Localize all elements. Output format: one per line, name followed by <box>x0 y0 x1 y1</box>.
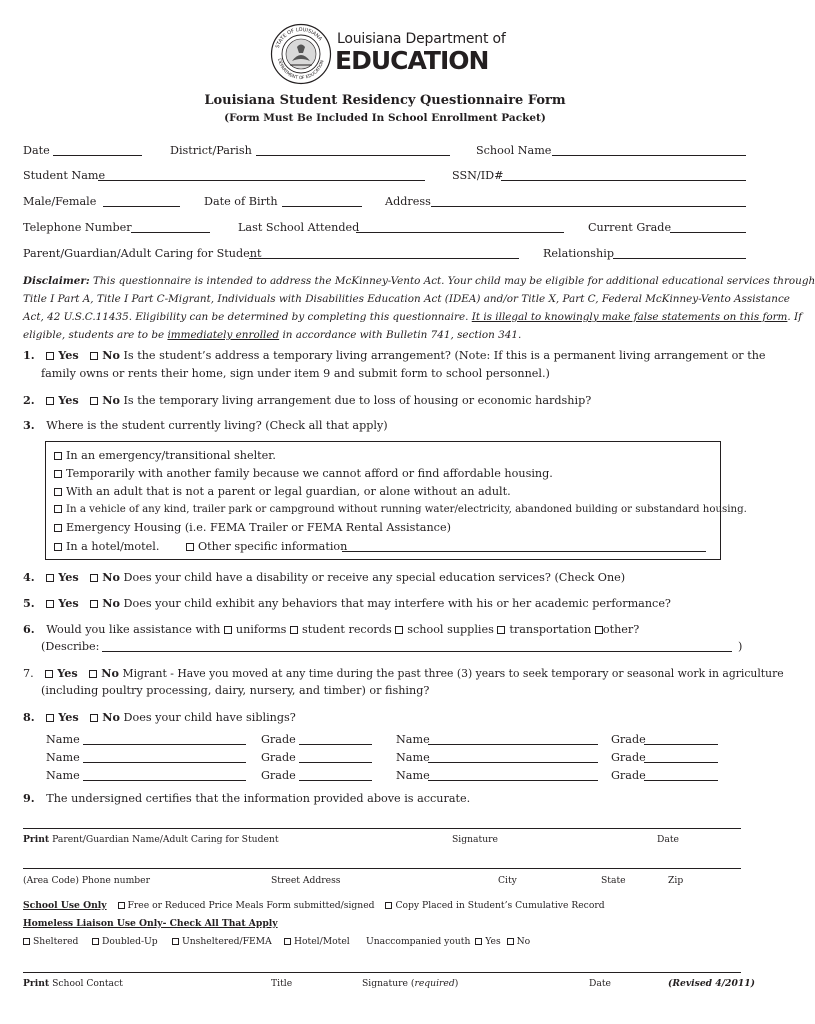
q7-number: 7. <box>23 667 34 680</box>
guardian-print-caption <box>23 834 279 846</box>
liaison-hotel[interactable] <box>284 936 350 948</box>
sibling-grade-label: Grade <box>261 733 296 746</box>
question-4 <box>23 570 625 585</box>
q3-adult-checkbox[interactable] <box>54 488 62 496</box>
q7-yes-label: Yes <box>57 666 78 680</box>
footer-required-text: required <box>414 978 455 989</box>
liaison-doubled-up[interactable] <box>92 936 158 948</box>
q3-vehicle-label: In a vehicle of any kind, trailer park or campground without running water/electricity, abandoned building or substandard housing. <box>66 504 747 515</box>
q3-hotel-label: In a hotel/motel. <box>66 540 160 553</box>
relationship-label: Relationship <box>543 247 614 260</box>
last-school-field[interactable] <box>356 232 564 233</box>
question-2 <box>23 393 591 408</box>
q3-shelter-checkbox[interactable] <box>54 452 62 460</box>
q3-hotel-checkbox[interactable] <box>54 543 62 551</box>
question-3 <box>23 418 388 433</box>
footer-signature-caption: Signature (required) <box>362 978 459 989</box>
zip-caption: Zip <box>668 875 684 886</box>
state-seal <box>270 23 332 85</box>
q3-option-hotel[interactable] <box>54 540 159 554</box>
q6-describe-close: ) <box>738 640 743 653</box>
unaccompanied-yes-label: Yes <box>485 936 501 947</box>
unsheltered-checkbox[interactable] <box>172 938 179 945</box>
disclaimer <box>23 272 815 344</box>
q3-family-label: Temporarily with another family because we cannot afford or find affordable housing. <box>66 467 553 480</box>
sibling-name-field[interactable] <box>83 744 246 745</box>
school-use-label: School Use Only <box>23 900 107 911</box>
relationship-field[interactable] <box>613 258 746 259</box>
school-contact-caption <box>23 978 123 990</box>
school-name-label: School Name <box>476 144 552 157</box>
meals-label: Free or Reduced Price Meals Form submitted/signed <box>127 900 375 911</box>
q7-no-label: No <box>101 666 119 680</box>
q3-vehicle-checkbox[interactable] <box>54 505 62 513</box>
city-caption: City <box>498 875 517 886</box>
ssn-label: SSN/ID# <box>452 169 504 182</box>
address-label: Address <box>385 195 431 208</box>
q3-family-checkbox[interactable] <box>54 470 62 478</box>
q3-option-family[interactable] <box>54 467 553 481</box>
sibling-name-field[interactable] <box>428 780 598 781</box>
street-caption: Street Address <box>271 875 341 886</box>
unaccompanied-label: Unaccompanied youth <box>366 936 471 947</box>
q7-text-line-2: (including poultry processing, dairy, nursery, and timber) or fishing? <box>41 684 430 697</box>
q8-no-checkbox[interactable] <box>90 714 98 722</box>
q6-other-checkbox[interactable] <box>595 626 603 634</box>
q6-other-label: other? <box>602 623 640 636</box>
phone-caption: (Area Code) Phone number <box>23 875 150 886</box>
disclaimer-line-3-end: . If <box>787 311 802 323</box>
q3-fema-label: Emergency Housing (i.e. FEMA Trailer or FEMA Rental Assistance) <box>66 521 451 534</box>
print-label: Print <box>23 834 50 845</box>
disclaimer-line-4-end: in accordance with Bulletin 741, section 341. <box>282 329 522 341</box>
q8-yes-label: Yes <box>58 710 79 724</box>
disclaimer-immediately: immediately enrolled <box>167 329 280 341</box>
q8-yes-checkbox[interactable] <box>46 714 54 722</box>
q5-yes-label: Yes <box>58 596 79 610</box>
unaccompanied-no-checkbox[interactable] <box>507 938 514 945</box>
q6-describe-field[interactable] <box>102 651 732 652</box>
q6-supplies-label: school supplies <box>407 623 494 636</box>
guardian-field[interactable] <box>249 258 519 259</box>
q3-adult-label: With an adult that is not a parent or legal guardian, or alone without an adult. <box>66 485 511 498</box>
guardian-signature-line[interactable] <box>23 828 741 829</box>
sibling-grade-field[interactable] <box>644 780 718 781</box>
q8-number: 8. <box>23 710 35 724</box>
logo-line-1: Louisiana Department of <box>337 31 506 47</box>
q3-option-fema[interactable] <box>54 521 451 535</box>
hotel-label: Hotel/Motel <box>294 936 350 947</box>
q4-yes-checkbox[interactable] <box>46 574 54 582</box>
telephone-field[interactable] <box>131 232 210 233</box>
q5-no-label: No <box>102 596 120 610</box>
logo-line-2: EDUCATION <box>335 46 489 75</box>
sibling-name-field[interactable] <box>428 762 598 763</box>
dob-label: Date of Birth <box>204 195 278 208</box>
sibling-grade-label: Grade <box>611 769 646 782</box>
date-field[interactable] <box>53 155 142 156</box>
q5-text: Does your child exhibit any behaviors that may interfere with his or her academic performance? <box>123 597 671 610</box>
q3-shelter-label: In an emergency/transitional shelter. <box>66 449 276 462</box>
q5-no-checkbox[interactable] <box>90 600 98 608</box>
q3-option-shelter[interactable] <box>54 449 276 463</box>
sibling-grade-field[interactable] <box>644 762 718 763</box>
disclaimer-line-2: Title I Part A, Title I Part C-Migrant, Individuals with Disabilities Education Act (IDEA) and/or Title X, Part C, Federal McKinney-Vento Assistance <box>23 293 790 305</box>
q6-uniforms-label: uniforms <box>235 623 287 636</box>
q6-transportation-checkbox[interactable] <box>497 626 505 634</box>
q3-other-field[interactable] <box>342 551 706 552</box>
sibling-name-field[interactable] <box>428 744 598 745</box>
student-name-label: Student Name <box>23 169 106 182</box>
meals-checkbox[interactable] <box>118 902 125 909</box>
male-female-label: Male/Female <box>23 195 97 208</box>
sibling-grade-field[interactable] <box>644 744 718 745</box>
liaison-unsheltered[interactable] <box>172 936 272 948</box>
q1-yes-checkbox[interactable] <box>46 352 54 360</box>
sibling-grade-label: Grade <box>611 751 646 764</box>
q1-yes-label: Yes <box>58 348 79 362</box>
disclaimer-line-1: This questionnaire is intended to address the McKinney-Vento Act. Your child may be eligible for additional educational services through <box>93 275 815 287</box>
q4-text: Does your child have a disability or receive any special education services? (Check One) <box>123 571 626 584</box>
q1-no-label: No <box>102 348 120 362</box>
page-title: Louisiana Student Residency Questionnaire Form <box>204 93 566 108</box>
school-use-row <box>23 900 605 912</box>
disclaimer-warning: It is illegal to knowingly make false statements on this form <box>471 311 788 323</box>
q2-no-label: No <box>102 393 120 407</box>
q2-yes-label: Yes <box>58 393 79 407</box>
sibling-name-label: Name <box>396 733 430 746</box>
question-8 <box>23 710 296 725</box>
q1-number: 1. <box>23 348 35 362</box>
q6-transportation-label: transportation <box>509 623 592 636</box>
doubled-up-checkbox[interactable] <box>92 938 99 945</box>
footer-date-caption: Date <box>589 978 611 989</box>
footer-print-label: Print <box>23 978 50 989</box>
sibling-name-field[interactable] <box>83 780 246 781</box>
school-name-field[interactable] <box>552 155 746 156</box>
q4-no-checkbox[interactable] <box>90 574 98 582</box>
dob-field[interactable] <box>282 206 362 207</box>
footer-signature-text: Signature <box>362 978 408 989</box>
q3-option-other[interactable] <box>186 540 347 554</box>
q5-number: 5. <box>23 596 35 610</box>
sibling-grade-field[interactable] <box>299 762 372 763</box>
ssn-field[interactable] <box>501 180 746 181</box>
doubled-up-label: Doubled-Up <box>102 936 158 947</box>
q6-records-checkbox[interactable] <box>290 626 298 634</box>
unaccompanied-row <box>366 936 530 948</box>
liaison-sheltered[interactable] <box>23 936 78 948</box>
liaison-label <box>23 918 278 930</box>
district-field[interactable] <box>256 155 450 156</box>
unaccompanied-no-label: No <box>516 936 531 947</box>
sheltered-checkbox[interactable] <box>23 938 30 945</box>
q6-number: 6. <box>23 622 35 636</box>
district-label: District/Parish <box>170 144 252 157</box>
q7-yes-checkbox[interactable] <box>45 670 53 678</box>
current-grade-field[interactable] <box>670 232 746 233</box>
q3-fema-checkbox[interactable] <box>54 524 62 532</box>
q2-yes-checkbox[interactable] <box>46 397 54 405</box>
hotel-checkbox[interactable] <box>284 938 291 945</box>
page-subtitle: (Form Must Be Included In School Enrollment Packet) <box>224 112 546 124</box>
q6-supplies-checkbox[interactable] <box>395 626 403 634</box>
current-grade-label: Current Grade <box>588 221 672 234</box>
disclaimer-label: Disclaimer: <box>23 275 90 287</box>
sibling-grade-label: Grade <box>261 769 296 782</box>
question-9 <box>23 791 470 806</box>
cumulative-record-label: Copy Placed in Student’s Cumulative Record <box>395 900 605 911</box>
sibling-grade-label: Grade <box>261 751 296 764</box>
school-contact-line[interactable] <box>23 972 741 973</box>
sibling-name-label: Name <box>46 769 80 782</box>
q6-describe-label: (Describe: <box>41 640 100 653</box>
q1-text: Is the student’s address a temporary living arrangement? (Note: If this is a permanent living arrangement or the <box>123 349 766 362</box>
q8-text: Does your child have siblings? <box>123 711 296 724</box>
q3-option-adult[interactable] <box>54 485 511 499</box>
sibling-name-label: Name <box>46 733 80 746</box>
q5-yes-checkbox[interactable] <box>46 600 54 608</box>
q3-text: Where is the student currently living? (Check all that apply) <box>46 419 388 432</box>
revision-note: (Revised 4/2011) <box>668 978 755 989</box>
q6-uniforms-checkbox[interactable] <box>224 626 232 634</box>
q9-text: The undersigned certifies that the information provided above is accurate. <box>46 792 471 805</box>
q3-number: 3. <box>23 418 35 432</box>
footer-title-caption: Title <box>271 978 293 989</box>
telephone-label: Telephone Number <box>23 221 132 234</box>
guardian-name-caption: Parent/Guardian Name/Adult Caring for Student <box>52 834 279 845</box>
q8-no-label: No <box>102 710 120 724</box>
q6-text: Would you like assistance with <box>46 623 221 636</box>
school-contact-text: School Contact <box>52 978 123 989</box>
question-7 <box>23 666 784 681</box>
disclaimer-line-3: Act, 42 U.S.C.11435. Eligibility can be determined by completing this questionnaire. <box>23 311 469 323</box>
guardian-label: Parent/Guardian/Adult Caring for Student <box>23 247 262 260</box>
signature-caption: Signature <box>452 834 498 845</box>
q1-no-checkbox[interactable] <box>90 352 98 360</box>
q9-number: 9. <box>23 791 35 805</box>
sheltered-label: Sheltered <box>33 936 79 947</box>
q3-other-label: Other specific information <box>198 540 348 553</box>
student-name-field[interactable] <box>98 180 425 181</box>
q2-text: Is the temporary living arrangement due to loss of housing or economic hardship? <box>123 394 592 407</box>
sibling-name-field[interactable] <box>83 762 246 763</box>
male-female-field[interactable] <box>103 206 180 207</box>
q7-text: Migrant - Have you moved at any time during the past three (3) years to seek temporary or seasonal work in agriculture <box>122 667 784 680</box>
unsheltered-label: Unsheltered/FEMA <box>182 936 272 947</box>
q7-no-checkbox[interactable] <box>89 670 97 678</box>
q4-no-label: No <box>102 570 120 584</box>
sibling-grade-field[interactable] <box>299 744 372 745</box>
sign-date-caption: Date <box>657 834 679 845</box>
pelican-seal-icon <box>270 23 332 85</box>
q4-yes-label: Yes <box>58 570 79 584</box>
svg-text:STATE OF LOUISIANA: STATE OF LOUISIANA <box>274 26 324 49</box>
q3-option-vehicle[interactable] <box>54 503 747 517</box>
sibling-grade-label: Grade <box>611 733 646 746</box>
last-school-label: Last School Attended <box>238 221 360 234</box>
sibling-name-label: Name <box>396 769 430 782</box>
unaccompanied-yes-checkbox[interactable] <box>475 938 482 945</box>
state-caption: State <box>601 875 626 886</box>
contact-line[interactable] <box>23 868 741 869</box>
sibling-name-label: Name <box>396 751 430 764</box>
q6-records-label: student records <box>301 623 392 636</box>
q1-text-line-2: family owns or rents their home, sign under item 9 and submit form to school personnel.) <box>41 367 550 380</box>
cumulative-record-checkbox[interactable] <box>385 902 392 909</box>
date-label: Date <box>23 144 50 157</box>
disclaimer-line-4: eligible, students are to be <box>23 329 165 341</box>
sibling-name-label: Name <box>46 751 80 764</box>
liaison-label-text: Homeless Liaison Use Only- Check All That Apply <box>23 918 278 929</box>
q2-no-checkbox[interactable] <box>90 397 98 405</box>
q3-other-checkbox[interactable] <box>186 543 194 551</box>
question-5 <box>23 596 671 611</box>
address-field[interactable] <box>431 206 746 207</box>
sibling-grade-field[interactable] <box>299 780 372 781</box>
question-1 <box>23 348 766 363</box>
q4-number: 4. <box>23 570 35 584</box>
q2-number: 2. <box>23 393 35 407</box>
svg-text:DEPARTMENT OF EDUCATION: DEPARTMENT OF EDUCATION <box>276 58 326 82</box>
question-6 <box>23 622 639 637</box>
